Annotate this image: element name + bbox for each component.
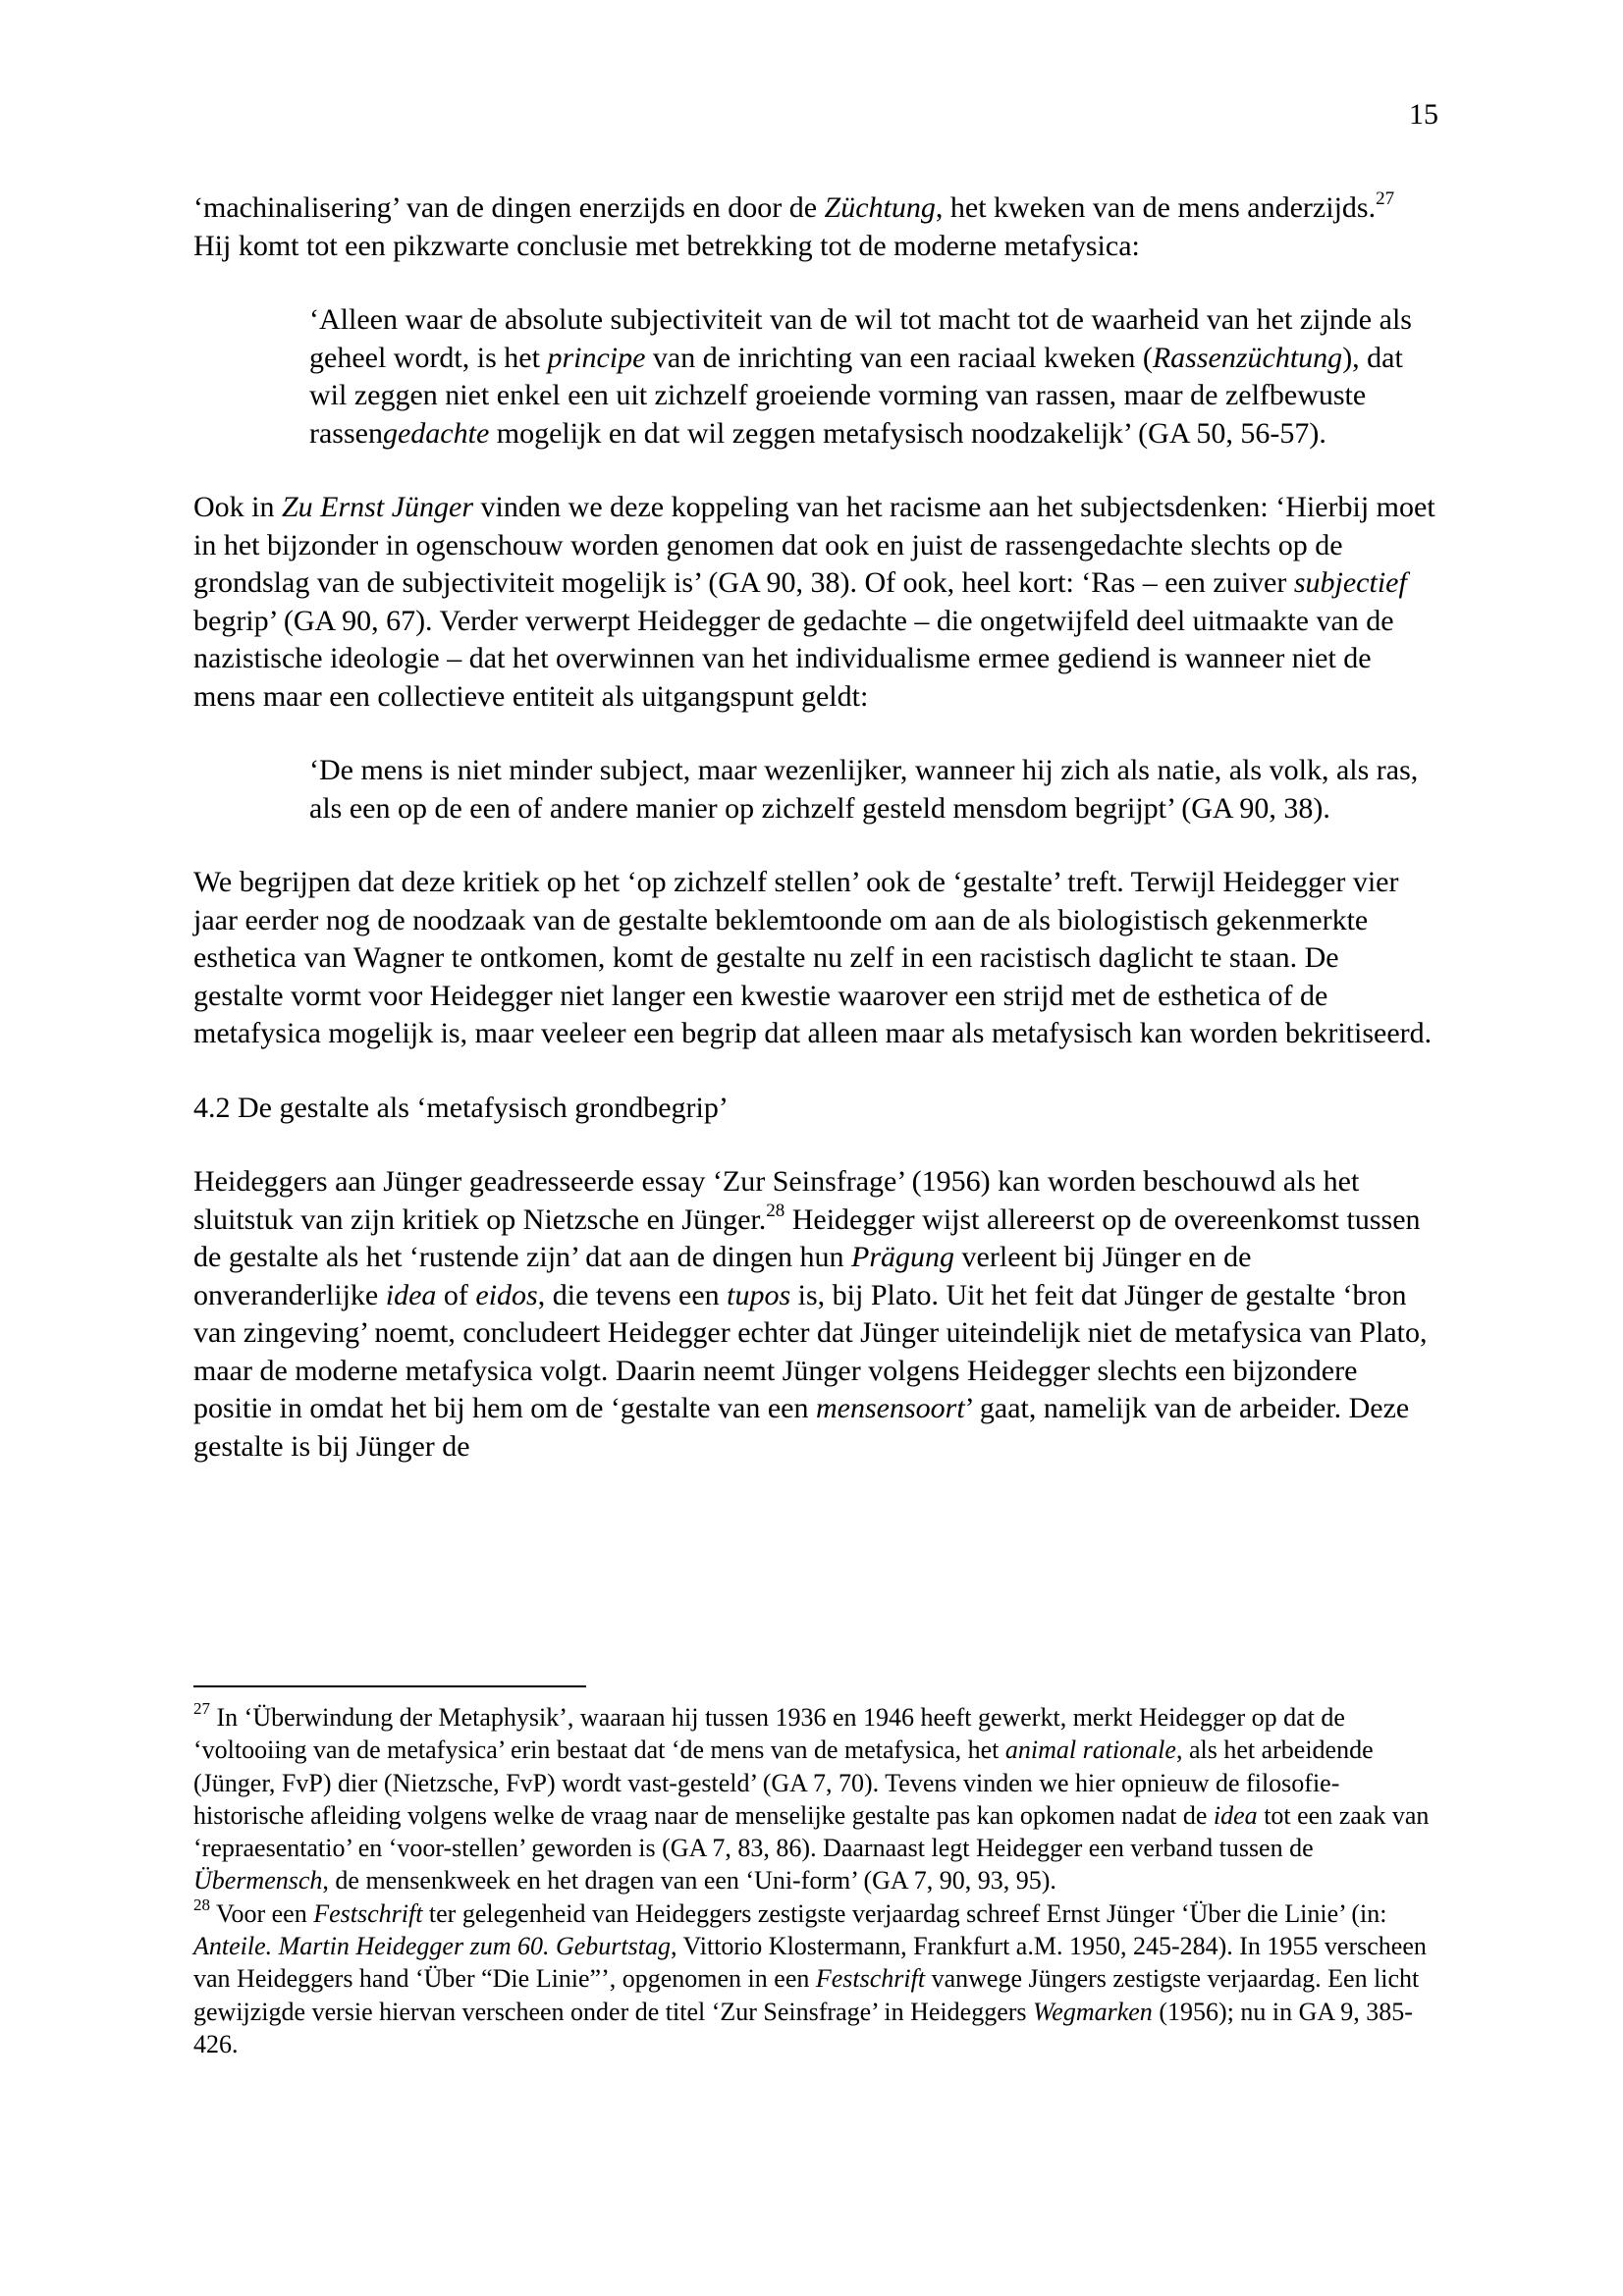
paragraph-1 bbox=[193, 189, 1435, 265]
text-run: ), dat wil zeggen niet enkel een uit zichzelf groeiende vorming van rassen, maar de zelfbewuste rassen bbox=[309, 341, 1403, 450]
italic-title: Festschrift bbox=[313, 1898, 423, 1928]
italic-title: Festschrift bbox=[815, 1964, 926, 1994]
text-run: ‘machinalisering’ van de dingen enerzijds en door de bbox=[193, 191, 825, 224]
italic-term: Züchtung bbox=[824, 191, 936, 224]
italic-term: animal rationale bbox=[1004, 1735, 1176, 1765]
italic-term: subjectief bbox=[1293, 566, 1407, 599]
paragraph-4 bbox=[193, 1163, 1435, 1466]
text-run: , het kweken van de mens anderzijds. bbox=[935, 191, 1377, 224]
italic-title: Anteile. Martin Heidegger zum 60. Geburtstag bbox=[193, 1932, 671, 1961]
footnotes bbox=[193, 1701, 1435, 2060]
italic-title: Wegmarken bbox=[1033, 1997, 1153, 2026]
italic-term: Prägung bbox=[851, 1241, 955, 1273]
text-run: (1956); nu in GA 9, 385-426. bbox=[193, 1997, 1413, 2058]
text-run: , Vittorio Klostermann, Frankfurt a.M. 1950, 245-284). In 1955 verscheen van Heideggers hand ‘Über “Die Linie”’, opgenomen in een bbox=[193, 1932, 1427, 1994]
footnote-28 bbox=[193, 1897, 1435, 2060]
italic-term: tupos bbox=[727, 1278, 791, 1311]
page-number: 15 bbox=[1409, 98, 1438, 131]
text-run: begrip’ (GA 90, 67). Verder verwerpt Heidegger de gedachte – die ongetwijfeld deel uitmaakte van de nazistische ideologie – dat het overwinnen van het individualisme ermee gediend is wanneer niet de mens maar een collectieve entiteit als uitgangspunt geldt: bbox=[193, 604, 1394, 713]
footnote-separator bbox=[193, 1685, 586, 1687]
text-run: mogelijk en dat wil zeggen metafysisch noodzakelijk’ (GA 50, 56-57). bbox=[489, 416, 1326, 450]
italic-term: mensensoort bbox=[816, 1392, 965, 1424]
text-run: , als het arbeidende (Jünger, FvP) dier (Nietzsche, FvP) wordt vast-gesteld’ (GA 7, 70). Tevens vinden we hier opnieuw de filosofie-historische afleiding volgens welke de vraag naar de menselijke gestalte pas kan opkomen nadat de bbox=[193, 1735, 1374, 1830]
text-run: , de mensenkweek en het dragen van een ‘Uni-form’ (GA 7, 90, 93, 95). bbox=[322, 1866, 1056, 1896]
italic-term: eidos bbox=[475, 1278, 538, 1311]
italic-term: gedachte bbox=[382, 416, 490, 450]
text-run: , die tevens een bbox=[537, 1278, 728, 1311]
footnote-27 bbox=[193, 1701, 1435, 1897]
footnote-ref-27[interactable]: 27 bbox=[1376, 188, 1395, 209]
text-run: ter gelegenheid van Heideggers zestigste verjaardag schreef Ernst Jünger ‘Über die Linie’ (in: bbox=[422, 1898, 1387, 1928]
text-run: van de inrichting van een raciaal kweken ( bbox=[645, 341, 1153, 374]
section-heading: 4.2 De gestalte als ‘metafysisch grondbegrip’ bbox=[193, 1091, 729, 1124]
italic-term: Übermensch bbox=[193, 1866, 323, 1896]
paragraph-3: We begrijpen dat deze kritiek op het ‘op zichzelf stellen’ ook de ‘gestalte’ treft. Terwijl Heidegger vier jaar eerder nog de noodzaak van de gestalte beklemtoonde om aan de als biologistisch gekenmerkte esthetica van Wagner te ontkomen, komt de gestalte nu zelf in een racistisch daglicht te staan. De gestalte vormt voor Heidegger niet langer een kwestie waarover een strijd met de esthetica of de metafysica mogelijk is, maar veeleer een begrip dat alleen maar als metafysisch kan worden bekritiseerd. bbox=[193, 866, 1433, 1049]
text-run: vinden we deze koppeling van het racisme aan het subjectsdenken: ‘Hierbij moet in het bijzonder in ogenschouw worden genomen dat ook en juist de rassengedachte slechts op de grondslag van de subjectiviteit mogelijk is’ (GA 90, 38). Of ook, heel kort: ‘Ras – een zuiver bbox=[193, 491, 1435, 599]
italic-term: Rassenzüchtung bbox=[1152, 341, 1343, 374]
text-run: ‘Alleen waar de absolute subjectiviteit van de wil tot macht tot de waarheid van het zijnde als geheel wordt, is het bbox=[309, 303, 1412, 374]
text-run: Heidegger wijst allereerst op de overeenkomst tussen de gestalte als het ‘rustende zijn’ dat aan de dingen hun bbox=[193, 1202, 1421, 1273]
text-run: of bbox=[436, 1278, 476, 1311]
block-quote-2: ‘De mens is niet minder subject, maar wezenlijker, wanneer hij zich als natie, als volk, als ras, als een op de een of andere manier op zichzelf gesteld mensdom begrijpt’ (GA 90, 38). bbox=[309, 754, 1419, 825]
text-run: Ook in bbox=[193, 491, 282, 523]
italic-term: idea bbox=[385, 1278, 437, 1311]
block-quote-1 bbox=[309, 301, 1435, 453]
text-run: Hij komt tot een pikzwarte conclusie met betrekking tot de moderne metafysica: bbox=[193, 229, 1140, 262]
footnote-number: 28 bbox=[193, 1896, 210, 1915]
text-run: is, bij Plato. Uit het feit dat Jünger de gestalte ‘bron van zingeving’ noemt, concludeert Heidegger echter dat Jünger uiteindelijk niet de metafysica van Plato, maar de moderne metafysica volgt. Daarin neemt Jünger volgens Heidegger slechts een bijzondere positie in omdat het bij hem om de ‘gestalte van een bbox=[193, 1278, 1428, 1424]
text-run: tot een zaak van ‘repraesentatio’ en ‘voor-stellen’ geworden is (GA 7, 83, 86). Daarnaast legt Heidegger een verband tussen de bbox=[193, 1800, 1430, 1863]
italic-title: Zu Ernst Jünger bbox=[282, 491, 473, 523]
main-text bbox=[193, 189, 1435, 1466]
text-run: verleent bij Jünger en de onveranderlijke bbox=[193, 1241, 1252, 1311]
text-run: ’ gaat, namelijk van de arbeider. Deze gestalte is bij Jünger de bbox=[193, 1392, 1410, 1463]
italic-term: idea bbox=[1213, 1800, 1258, 1830]
text-run: In ‘Überwindung der Metaphysik’, waaraan hij tussen 1936 en 1946 heeft gewerkt, merkt Heidegger op dat de ‘voltooiing van de metafysica’ erin bestaat dat ‘de mens van de metafysica, het bbox=[193, 1703, 1345, 1765]
italic-term: principe bbox=[547, 341, 646, 374]
text-run: Voor een bbox=[210, 1898, 314, 1928]
text-run: vanwege Jüngers zestigste verjaardag. Een licht gewijzigde versie hiervan verscheen onder de titel ‘Zur Seinsfrage’ in Heideggers bbox=[193, 1964, 1420, 2026]
footnote-number: 27 bbox=[193, 1699, 210, 1719]
footnote-ref-28[interactable]: 28 bbox=[766, 1200, 785, 1221]
text-run: Heideggers aan Jünger geadresseerde essay ‘Zur Seinsfrage’ (1956) kan worden beschouwd als het sluitstuk van zijn kritiek op Nietzsche en Jünger. bbox=[193, 1165, 1360, 1236]
paragraph-2 bbox=[193, 489, 1435, 716]
